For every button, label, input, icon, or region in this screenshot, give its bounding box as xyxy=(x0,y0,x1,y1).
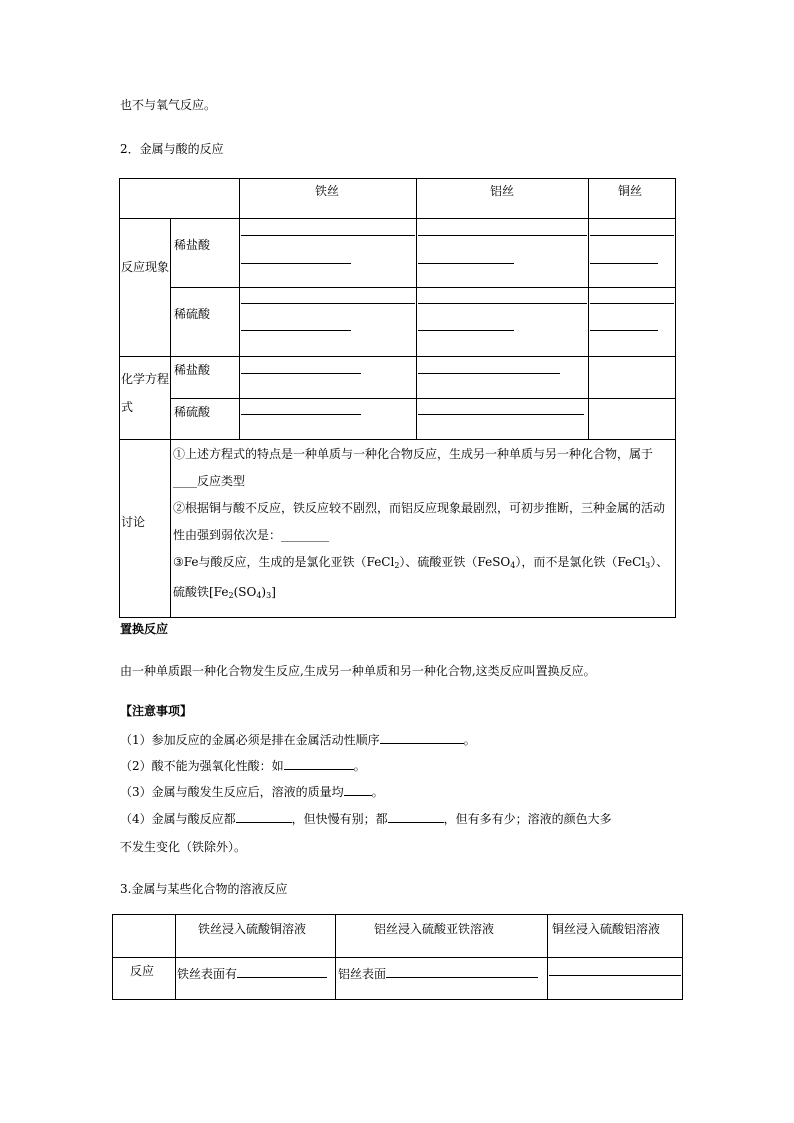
al-surface-text: 铝丝表面 xyxy=(338,965,538,982)
note-4: （4）金属与酸反应都 ，但快慢有别；都 ，但有多有少；溶液的颜色大多 xyxy=(120,812,612,826)
note-3: （3）金属与酸发生反应后，溶液的质量均 。 xyxy=(120,785,384,799)
header-cu-in-al2so4: 铜丝浸入硫酸铝溶液 xyxy=(552,922,661,936)
note-2: （2）酸不能为强氧化性酸：如 。 xyxy=(120,759,366,773)
header-aluminum: 铝丝 xyxy=(490,184,515,198)
row-label-equation: 化学方程式 xyxy=(121,372,170,414)
answer-blank[interactable] xyxy=(549,975,681,976)
discussion-point-2: ②根据铜与酸不反应，铁反应较不剧烈，而铝反应现象最剧烈，可初步推断，三种金属的活动性由强到弱依次是：________ xyxy=(173,501,666,542)
acid-h2so4-label: 稀硫酸 xyxy=(174,405,211,419)
answer-blank[interactable] xyxy=(237,965,327,978)
row-label-phenomenon: 反应现象 xyxy=(121,260,170,274)
header-al-in-feso4: 铝丝浸入硫酸亚铁溶液 xyxy=(374,922,495,936)
row-label-discussion: 讨论 xyxy=(121,515,146,529)
acid-h2so4-label: 稀硫酸 xyxy=(174,307,211,321)
iron-surface-text: 铁丝表面有 xyxy=(177,965,327,982)
displacement-title: 置换反应 xyxy=(120,622,169,636)
intro-text: 也不与氧气反应。 xyxy=(120,98,217,112)
section-heading: 2．金属与酸的反应 xyxy=(120,142,224,156)
displacement-definition: 由一种单质跟一种化合物发生反应,生成另一种单质和另一种化合物,这类反应叫置换反应。 xyxy=(120,664,596,678)
header-copper: 铜丝 xyxy=(618,184,643,198)
row-label-reaction: 反应 xyxy=(130,964,155,978)
answer-blank[interactable] xyxy=(386,965,538,978)
note-1: （1）参加反应的金属必须是排在金属活动性顺序 。 xyxy=(120,733,476,747)
notes-title: 【注意事项】 xyxy=(120,704,193,718)
acid-hcl-label: 稀盐酸 xyxy=(174,363,211,377)
note-4-cont: 不发生变化（铁除外）。 xyxy=(120,840,247,854)
header-iron-in-cuso4: 铁丝浸入硫酸铜溶液 xyxy=(198,922,307,936)
discussion-point-1: ①上述方程式的特点是一种单质与一种化合物反应，生成另一种单质与另一种化合物，属于____反应类型 xyxy=(173,447,654,488)
discussion-point-3: ③Fe与酸反应，生成的是氯化亚铁（FeCl$_2$）、硫酸亚铁（FeSO$_4$），而不是氯化铁（FeCl$_3$）、硫酸铁$[Fe_2(SO_4)_3]$ xyxy=(173,555,669,600)
acid-hcl-label: 稀盐酸 xyxy=(174,238,211,252)
header-iron: 铁丝 xyxy=(315,184,340,198)
section-heading: 3.金属与某些化合物的溶液反应 xyxy=(120,882,288,896)
